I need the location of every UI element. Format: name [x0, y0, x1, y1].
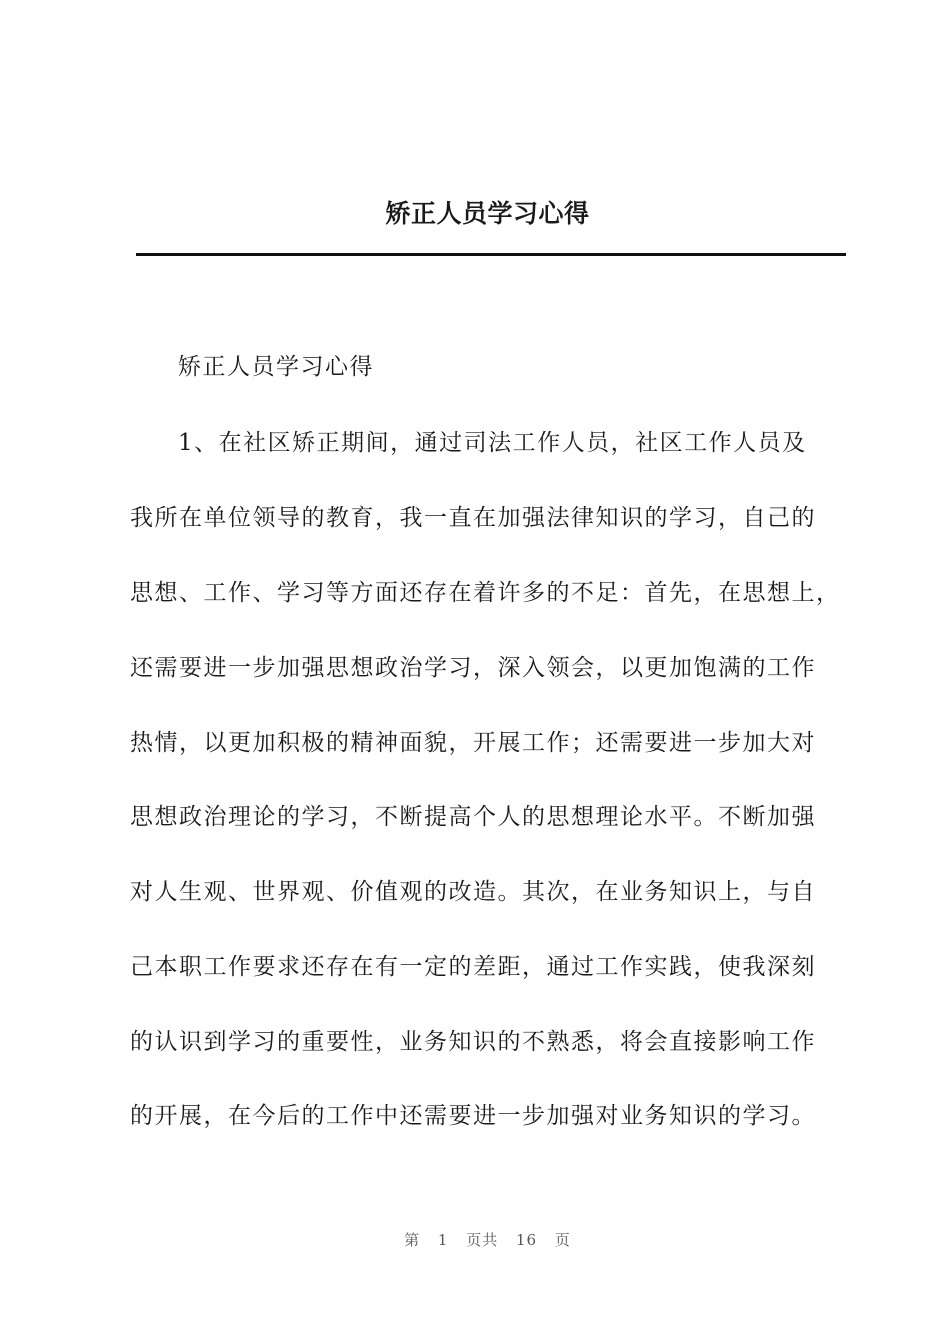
footer-page-mid: 页共 — [466, 1231, 499, 1249]
body-line: 我所在单位领导的教育，我一直在加强法律知识的学习，自己的 — [130, 505, 816, 531]
footer-page-number: 1 — [437, 1231, 449, 1249]
page-title: 矫正人员学习心得 — [385, 199, 590, 228]
body-line: 还需要进一步加强思想政治学习，深入领会，以更加饱满的工作 — [130, 655, 816, 681]
body-line: 思想、工作、学习等方面还存在着许多的不足：首先，在思想上， — [130, 580, 841, 606]
title-divider — [136, 253, 846, 256]
body-line: 对人生观、世界观、价值观的改造。其次，在业务知识上，与自 — [130, 879, 816, 905]
page-footer — [0, 1229, 950, 1250]
body-line: 思想政治理论的学习，不断提高个人的思想理论水平。不断加强 — [130, 804, 816, 830]
footer-page-suffix: 页 — [554, 1231, 571, 1249]
body-line: 的认识到学习的重要性，业务知识的不熟悉，将会直接影响工作 — [130, 1029, 816, 1055]
body-line: 1、在社区矫正期间，通过司法工作人员，社区工作人员及 — [178, 430, 807, 456]
body-line: 的开展，在今后的工作中还需要进一步加强对业务知识的学习。 — [130, 1103, 816, 1129]
footer-page-prefix: 第 — [404, 1231, 421, 1249]
footer-page-total: 16 — [516, 1231, 538, 1249]
body-subtitle: 矫正人员学习心得 — [178, 354, 374, 380]
body-line: 热情，以更加积极的精神面貌，开展工作；还需要进一步加大对 — [130, 730, 816, 756]
body-line: 己本职工作要求还存在有一定的差距，通过工作实践，使我深刻 — [130, 954, 816, 980]
